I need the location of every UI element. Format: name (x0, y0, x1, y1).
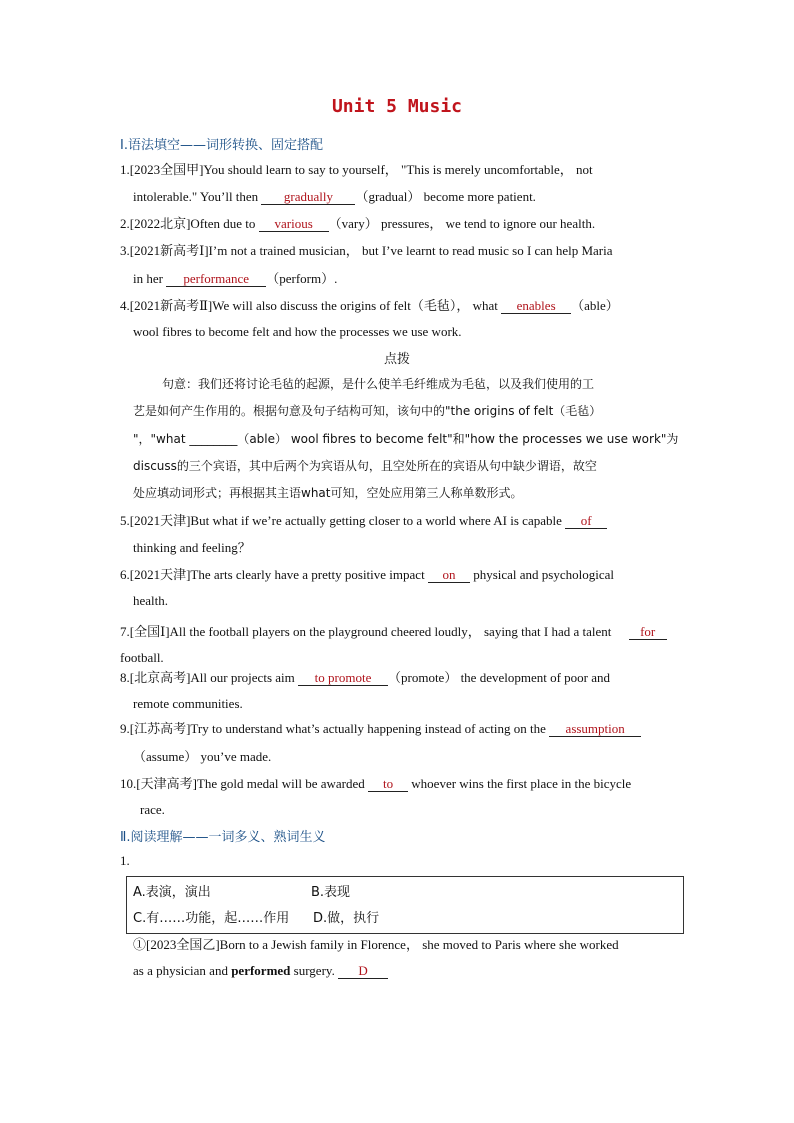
answer-blank-9[interactable]: assumption (549, 722, 641, 737)
hint-line-5: 处应填动词形式；再根据其主语what可知，空处应用第三人称单数形式。 (133, 486, 523, 500)
reading-number: 1. (120, 853, 130, 868)
answer-blank-2[interactable]: various (259, 217, 329, 232)
section-heading-grammar: Ⅰ.语法填空——词形转换、固定搭配 (120, 138, 323, 153)
item-5-line-2: thinking and feeling？ (133, 540, 251, 555)
item-2-after: （vary） pressures， we tend to ignore our health. (328, 216, 596, 231)
option-a: A.表演，演出 (133, 885, 211, 900)
item-7-text: 7.[全国Ⅰ]All the football players on the playground cheered loudly， saying that I had a talent (120, 624, 615, 639)
item-1-text: intolerable." You’ll then (133, 189, 262, 204)
item-5-line-1 (120, 513, 607, 529)
answer-blank-reading-1[interactable]: D (338, 964, 388, 979)
option-b: B.表现 (311, 885, 351, 900)
option-d: D.做，执行 (313, 911, 380, 926)
item-3-text: in her (133, 271, 167, 286)
item-4-line-1 (120, 298, 619, 314)
item-10-line-2: race. (140, 802, 165, 817)
item-6-text: 6.[2021天津]The arts clearly have a pretty positive impact (120, 567, 428, 582)
item-10-after: whoever wins the first place in the bicycle (408, 776, 632, 791)
answer-blank-1[interactable]: gradually (261, 190, 355, 205)
item-5-text: 5.[2021天津]But what if we’re actually getting closer to a world where AI is capable (120, 513, 566, 528)
item-2-line (120, 216, 595, 232)
item-3-line-2 (133, 271, 337, 287)
answer-blank-6[interactable]: on (428, 568, 470, 583)
item-9-text: 9.[江苏高考]Try to understand what’s actually happening instead of acting on the (120, 721, 550, 736)
options-box (126, 876, 684, 934)
item-7-after: football. (120, 650, 164, 665)
reading-q1-text: as a physician and (133, 963, 232, 978)
hint-line-1: 句意：我们还将讨论毛毡的起源，是什么使羊毛纤维成为毛毡，以及我们使用的工 (162, 377, 595, 391)
item-3-line-1: 3.[2021新高考Ⅰ]I’m not a trained musician， but I’ve learnt to read music so I can help Maria (120, 243, 613, 258)
answer-blank-7[interactable]: for (629, 625, 667, 640)
hint-line-4: discuss的三个宾语，其中后两个为宾语从句，且空处所在的宾语从句中缺少谓语，故空 (133, 459, 597, 473)
item-8-after: （promote） the development of poor and (388, 670, 611, 685)
item-8-line-1 (120, 670, 610, 686)
item-8-text: 8.[北京高考]All our projects aim (120, 670, 298, 685)
answer-blank-5[interactable]: of (565, 514, 607, 529)
hint-line-3: "，"what ________（able） wool fibres to become felt"和"how the processes we use work"为 (133, 432, 679, 446)
item-6-line-2: health. (133, 593, 169, 608)
reading-q1-line-2 (133, 963, 388, 979)
item-6-after: physical and psychological (469, 567, 614, 582)
item-3-after: （perform）. (266, 271, 338, 286)
item-1-after: （gradual） become more patient. (355, 189, 536, 204)
item-4-line-2: wool fibres to become felt and how the processes we use work. (133, 324, 462, 339)
item-10-line-1 (120, 776, 631, 792)
item-8-line-2: remote communities. (133, 696, 243, 711)
hint-label: 点拨 (383, 352, 410, 367)
reading-q1-line-1: ①[2023全国乙]Born to a Jewish family in Florence， she moved to Paris where she worked (133, 937, 619, 952)
item-4-after: （able） (571, 298, 619, 313)
item-1-line-2 (133, 189, 536, 205)
hint-line-2: 艺是如何产生作用的。根据句意及句子结构可知，该句中的"the origins of felt（毛毡） (133, 404, 602, 418)
item-9-line-1 (120, 721, 641, 737)
page-title: Unit 5 Music (331, 96, 463, 117)
item-9-line-2: （assume） you’ve made. (133, 749, 272, 764)
answer-blank-10[interactable]: to (368, 777, 408, 792)
item-10-text: 10.[天津高考]The gold medal will be awarded (120, 776, 369, 791)
item-7 (120, 619, 680, 671)
answer-blank-3[interactable]: performance (166, 272, 266, 287)
answer-blank-8[interactable]: to promote (298, 671, 388, 686)
answer-blank-4[interactable]: enables (501, 299, 571, 314)
item-4-text: 4.[2021新高考Ⅱ]We will also discuss the origins of felt（毛毡）， what (120, 298, 502, 313)
item-6-line-1 (120, 567, 614, 583)
section-heading-reading: Ⅱ.阅读理解——一词多义、熟词生义 (120, 830, 326, 845)
reading-q1-after: surgery. (290, 963, 339, 978)
item-2-text: 2.[2022北京]Often due to (120, 216, 259, 231)
item-1-line-1: 1.[2023全国甲]You should learn to say to yourself， "This is merely uncomfortable， not (120, 162, 593, 177)
option-c: C.有……功能，起……作用 (133, 911, 290, 926)
keyword-performed: performed (231, 963, 291, 978)
